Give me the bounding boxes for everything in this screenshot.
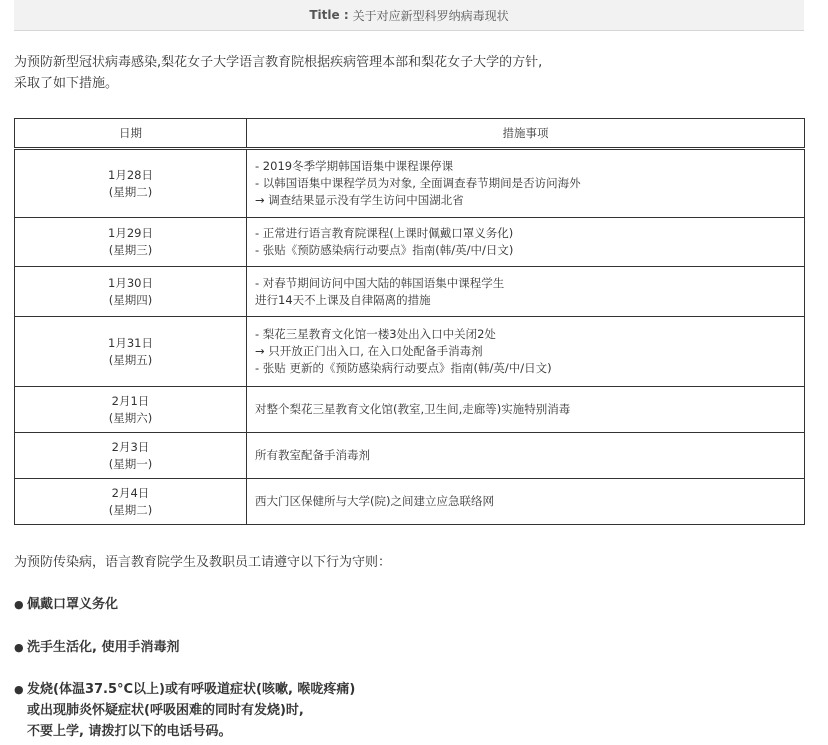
measure-cell <box>247 149 805 218</box>
measure-line: - 正常进行语言教育院课程(上课时佩戴口罩义务化) <box>255 226 514 240</box>
rules-intro: 为预防传染病，语言教育院学生及教职员工请遵守以下行为守则： <box>14 555 392 570</box>
rule-text: 发烧(体温37.5°C以上)或有呼吸道症状(咳嗽, 喉咙疼痛) <box>27 682 356 697</box>
date-text: 1月31日 <box>108 335 153 350</box>
weekday-text: (星期六) <box>108 410 153 425</box>
weekday-text: (星期四) <box>108 292 153 307</box>
measure-line: - 对春节期间访问中国大陆的韩国语集中课程学生 <box>255 275 505 290</box>
measure-cell <box>247 479 805 525</box>
date-cell <box>15 218 247 267</box>
rule-text: 或出现肺炎怀疑症状(呼吸困难的同时有发烧)时, <box>27 703 304 718</box>
measure-line: - 2019冬季学期韩国语集中课程课停课 <box>255 159 454 173</box>
date-cell <box>15 149 247 218</box>
date-text: 1月30日 <box>108 275 153 290</box>
title-bar <box>14 0 804 31</box>
date-cell <box>15 317 247 387</box>
measure-line: - 梨花三星教育文化馆一楼3处出入口中关闭2处 <box>255 327 496 341</box>
bullet-icon: ● <box>14 683 24 696</box>
table-row <box>15 149 805 218</box>
table-row <box>15 479 805 525</box>
date-cell <box>15 387 247 433</box>
table-row <box>15 317 805 387</box>
measure-line: 西大门区保健所与大学(院)之间建立应急联络网 <box>255 494 494 508</box>
column-header-date: 日期 <box>15 119 247 149</box>
table-row <box>15 387 805 433</box>
rule-text: 洗手生活化, 使用手消毒剂 <box>27 640 180 655</box>
measure-cell <box>247 267 805 317</box>
rule-text: 不要上学, 请拨打以下的电话号码。 <box>27 724 232 739</box>
table-row <box>15 218 805 267</box>
measure-line: → 调查结果显示没有学生访问中国湖北省 <box>255 193 464 207</box>
intro-line: 为预防新型冠状病毒感染,梨花女子大学语言教育院根据疾病管理本部和梨花女子大学的方针, <box>14 55 543 70</box>
bullet-icon: ● <box>14 598 24 611</box>
table-row <box>15 433 805 479</box>
weekday-text: (星期五) <box>108 352 153 367</box>
measure-cell <box>247 218 805 267</box>
weekday-text: (星期一) <box>108 456 153 471</box>
measure-line: - 张贴 更新的《预防感染病行动要点》指南(韩/英/中/日文) <box>255 361 552 375</box>
date-text: 1月28日 <box>108 167 153 182</box>
weekday-text: (星期二) <box>108 184 153 199</box>
measure-line: - 以韩国语集中课程学员为对象, 全面调查春节期间是否访问海外 <box>255 176 581 190</box>
measure-cell <box>247 433 805 479</box>
table-header-row <box>15 119 805 149</box>
measure-line: 进行14天不上课及自律隔离的措施 <box>255 292 431 307</box>
column-header-measures: 措施事项 <box>247 119 805 149</box>
title-label: Title : <box>309 8 349 22</box>
intro-line: 采取了如下措施。 <box>14 76 119 91</box>
rule-text: 佩戴口罩义务化 <box>27 597 119 612</box>
weekday-text: (星期二) <box>108 502 153 517</box>
page-title: 关于对应新型科罗纳病毒现状 <box>352 8 509 23</box>
measure-line: → 只开放正门出入口, 在入口处配备手消毒剂 <box>255 344 483 358</box>
rule-item <box>14 679 355 742</box>
date-cell <box>15 433 247 479</box>
measure-line: - 张贴《预防感染病行动要点》指南(韩/英/中/日文) <box>255 243 514 257</box>
rule-item <box>14 594 118 615</box>
bullet-icon: ● <box>14 641 24 654</box>
date-text: 2月4日 <box>111 485 150 500</box>
intro-paragraph <box>14 52 804 94</box>
weekday-text: (星期三) <box>108 243 153 257</box>
measure-line: 所有教室配备手消毒剂 <box>255 448 370 462</box>
rule-item <box>14 637 179 658</box>
measure-line: 对整个梨花三星教育文化馆(教室,卫生间,走廊等)实施特别消毒 <box>255 402 571 416</box>
date-text: 2月3日 <box>111 439 150 454</box>
date-cell <box>15 267 247 317</box>
date-cell <box>15 479 247 525</box>
table-row <box>15 267 805 317</box>
measure-cell <box>247 317 805 387</box>
date-text: 1月29日 <box>108 226 153 240</box>
date-text: 2月1日 <box>111 393 150 408</box>
measures-table <box>14 118 805 525</box>
measure-cell <box>247 387 805 433</box>
